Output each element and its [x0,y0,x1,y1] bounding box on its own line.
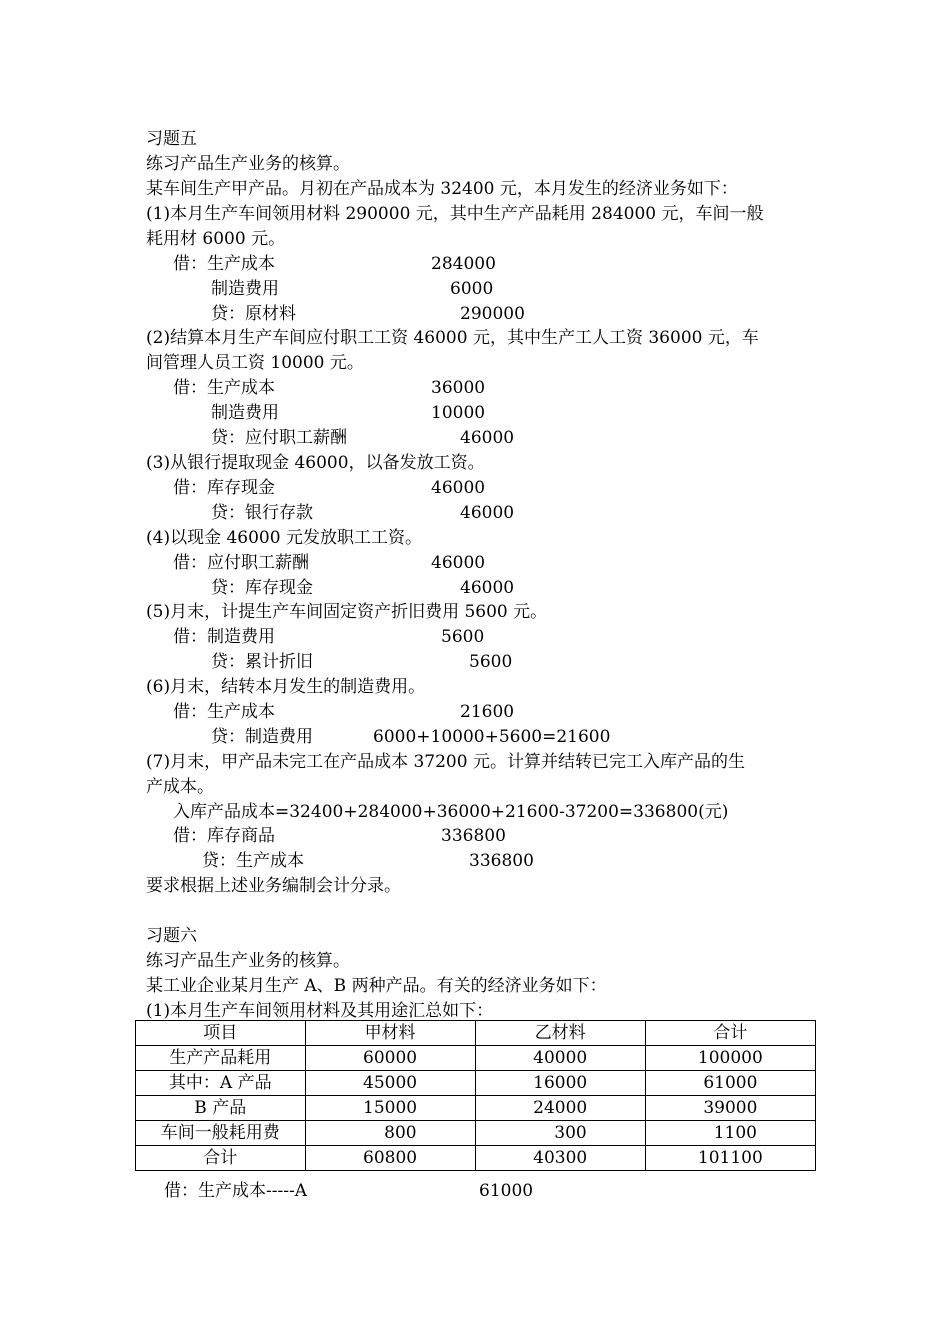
txn2-credit-amount: 46000 [460,428,515,448]
table-cell: 合计 [136,1146,306,1171]
exercise5-subtitle: 练习产品生产业务的核算。 [146,154,350,174]
table-cell: 16000 [475,1071,645,1096]
table-cell: 15000 [305,1096,475,1121]
txn5-debit-account: 借：制造费用 [173,627,275,647]
table-row [136,1121,816,1146]
table-cell: 100000 [645,1046,815,1071]
table-row [136,1071,816,1096]
txn3-credit-account: 贷：银行存款 [211,503,313,523]
table-cell: 61000 [645,1071,815,1096]
txn1-credit-amount: 290000 [460,304,525,324]
txn2-credit-account: 贷：应付职工薪酬 [211,428,347,448]
txn7-line1: (7)月末，甲产品未完工在产品成本 37200 元。计算并结转已完工入库产品的生 [146,752,745,772]
txn4-credit-amount: 46000 [460,578,515,598]
table-cell: B 产品 [136,1096,306,1121]
txn6-debit-amount: 21600 [460,702,515,722]
txn6-line1: (6)月末，结转本月发生的制造费用。 [146,677,426,697]
exercise5-requirement: 要求根据上述业务编制会计分录。 [146,876,401,896]
txn1-debit2-account: 制造费用 [211,279,279,299]
table-cell: 24000 [475,1096,645,1121]
txn7-debit-account: 借：库存商品 [173,826,275,846]
table-cell: 101100 [645,1146,815,1171]
table-row [136,1096,816,1121]
table-cell: 800 [305,1121,475,1146]
table-cell: 39000 [645,1096,815,1121]
txn2-line1: (2)结算本月生产车间应付职工工资 46000 元，其中生产工人工资 36000 元，车 [146,328,759,348]
txn5-credit-amount: 5600 [469,652,513,672]
table-header-cell: 甲材料 [305,1021,475,1046]
txn1-line2: 耗用材 6000 元。 [146,229,286,249]
table-row [136,1046,816,1071]
ex6-txn1-debit-account: 借：生产成本-----A [164,1181,307,1201]
exercise6-intro: 某工业企业某月生产 A、B 两种产品。有关的经济业务如下： [146,976,607,996]
txn4-credit-account: 贷：库存现金 [211,578,313,598]
txn1-debit2-amount: 6000 [450,279,494,299]
txn4-debit-amount: 46000 [431,553,486,573]
txn6-credit-amount: 6000+10000+5600=21600 [373,727,611,747]
exercise5-title: 习题五 [146,129,197,149]
table-cell: 60000 [305,1046,475,1071]
txn7-credit-account: 贷：生产成本 [202,851,304,871]
txn5-credit-account: 贷：累计折旧 [211,652,313,672]
txn2-debit2-account: 制造费用 [211,403,279,423]
table-header-cell: 合计 [645,1021,815,1046]
table-row [136,1146,816,1171]
table-cell: 车间一般耗用费 [136,1121,306,1146]
txn1-line1: (1)本月生产车间领用材料 290000 元，其中生产产品耗用 284000 元，车间一般 [146,204,764,224]
table-header-row [136,1021,816,1046]
txn2-line2: 间管理人员工资 10000 元。 [146,353,364,373]
txn6-debit-account: 借：生产成本 [173,702,275,722]
table-cell: 生产产品耗用 [136,1046,306,1071]
materials-table [135,1020,816,1171]
txn7-debit-amount: 336800 [441,826,506,846]
table-header-cell: 乙材料 [475,1021,645,1046]
table-cell: 45000 [305,1071,475,1096]
ex6-txn1-debit-amount: 61000 [479,1181,534,1201]
txn4-debit-account: 借：应付职工薪酬 [173,553,309,573]
ex6-txn1-line1: (1)本月生产车间领用材料及其用途汇总如下： [146,1001,494,1021]
table-cell: 60800 [305,1146,475,1171]
table-cell: 其中：A 产品 [136,1071,306,1096]
txn3-debit-amount: 46000 [431,478,486,498]
table-cell: 1100 [645,1121,815,1146]
txn1-debit1-amount: 284000 [431,254,496,274]
txn1-credit-account: 贷：原材料 [211,304,296,324]
txn3-credit-amount: 46000 [460,503,515,523]
txn7-calculation: 入库产品成本=32400+284000+36000+21600-37200=336800(元) [173,802,729,822]
table-cell: 40000 [475,1046,645,1071]
exercise6-title: 习题六 [146,926,197,946]
txn7-credit-amount: 336800 [469,851,534,871]
txn3-debit-account: 借：库存现金 [173,478,275,498]
txn5-debit-amount: 5600 [441,627,485,647]
table-header-cell: 项目 [136,1021,306,1046]
txn6-credit-account: 贷：制造费用 [211,727,313,747]
txn1-debit1-account: 借：生产成本 [173,254,275,274]
txn4-line1: (4)以现金 46000 元发放职工工资。 [146,528,422,548]
txn2-debit2-amount: 10000 [431,403,486,423]
txn2-debit1-account: 借：生产成本 [173,378,275,398]
exercise6-subtitle: 练习产品生产业务的核算。 [146,951,350,971]
txn5-line1: (5)月末，计提生产车间固定资产折旧费用 5600 元。 [146,602,548,622]
txn2-debit1-amount: 36000 [431,378,486,398]
txn3-line1: (3)从银行提取现金 46000，以备发放工资。 [146,453,485,473]
exercise5-intro: 某车间生产甲产品。月初在产品成本为 32400 元，本月发生的经济业务如下： [146,179,738,199]
table-cell: 40300 [475,1146,645,1171]
table-cell: 300 [475,1121,645,1146]
txn7-line2: 产成本。 [146,777,214,797]
